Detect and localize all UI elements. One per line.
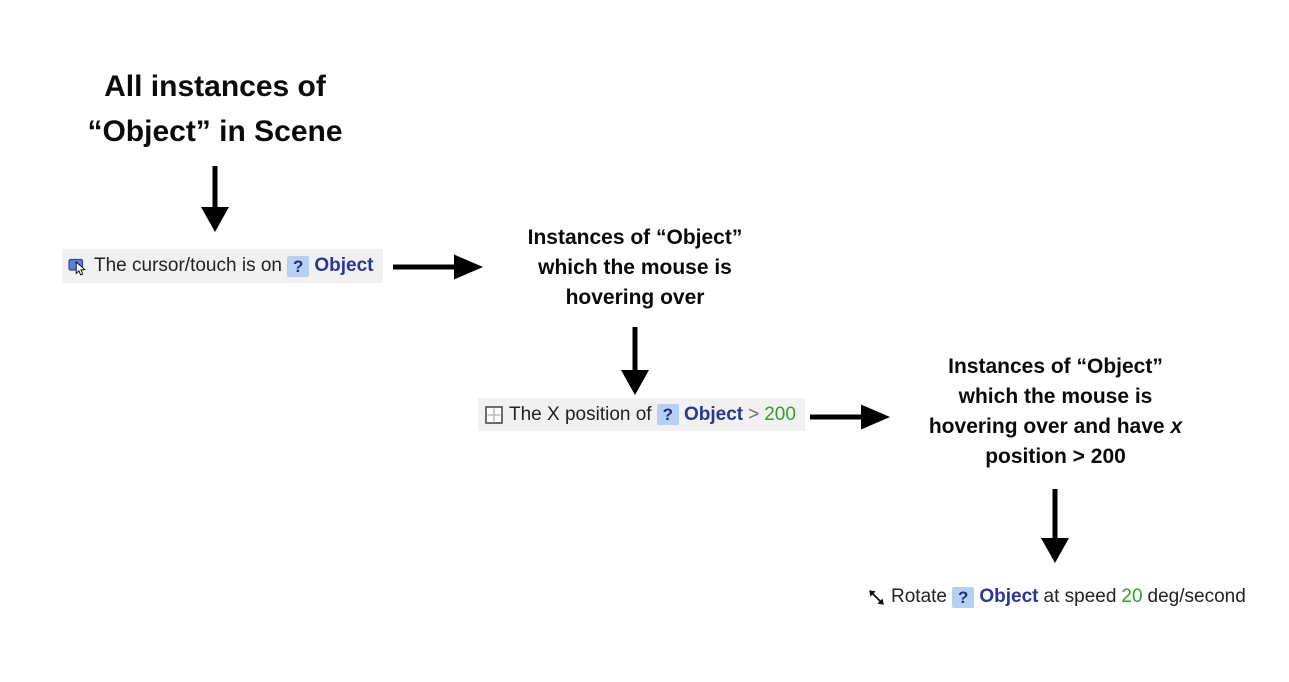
arrow-down-icon: [1035, 489, 1075, 563]
position-grid-icon: [484, 405, 504, 425]
note-line: hovering over: [565, 286, 705, 309]
param-object: Object: [683, 403, 744, 425]
action-text: deg/second: [1147, 586, 1246, 607]
comparison-value: 200: [764, 403, 796, 425]
param-object: Object: [314, 255, 374, 276]
italic-x: x: [1170, 415, 1183, 438]
arrow-right-icon: [810, 402, 890, 432]
note-line: which the mouse is: [958, 385, 1153, 408]
param-badge: ?: [657, 404, 679, 425]
note-line: hovering over and have x: [928, 415, 1183, 438]
note-line: which the mouse is: [538, 256, 732, 279]
comparison-operator: >: [748, 403, 760, 425]
cursor-touch-icon: [68, 256, 89, 277]
condition-x-position: [478, 398, 805, 431]
note-hovering: [490, 223, 780, 313]
note-all-instances: [45, 64, 385, 154]
note-line: Instances of “Object”: [527, 226, 743, 249]
note-hovering-and-x: [893, 352, 1218, 472]
speed-value: 20: [1121, 586, 1143, 607]
condition-text: The cursor/touch is on: [94, 255, 282, 276]
rotate-diagonal-arrow-icon: [867, 588, 886, 607]
condition-cursor-touch: [62, 249, 383, 283]
param-badge: ?: [287, 256, 309, 277]
action-text: at speed: [1043, 586, 1117, 607]
note-line: “Object” in Scene: [87, 115, 343, 148]
condition-text: The X position of: [509, 403, 652, 425]
note-line: Instances of “Object”: [948, 355, 1163, 378]
note-line: All instances of: [104, 70, 326, 103]
action-text: Rotate: [891, 586, 947, 607]
arrow-down-icon: [615, 327, 655, 395]
param-badge: ?: [952, 587, 974, 608]
param-object: Object: [979, 586, 1039, 607]
arrow-down-icon: [195, 166, 235, 232]
note-line: position > 200: [985, 445, 1126, 468]
action-rotate: [867, 580, 1255, 614]
arrow-right-icon: [393, 252, 483, 282]
